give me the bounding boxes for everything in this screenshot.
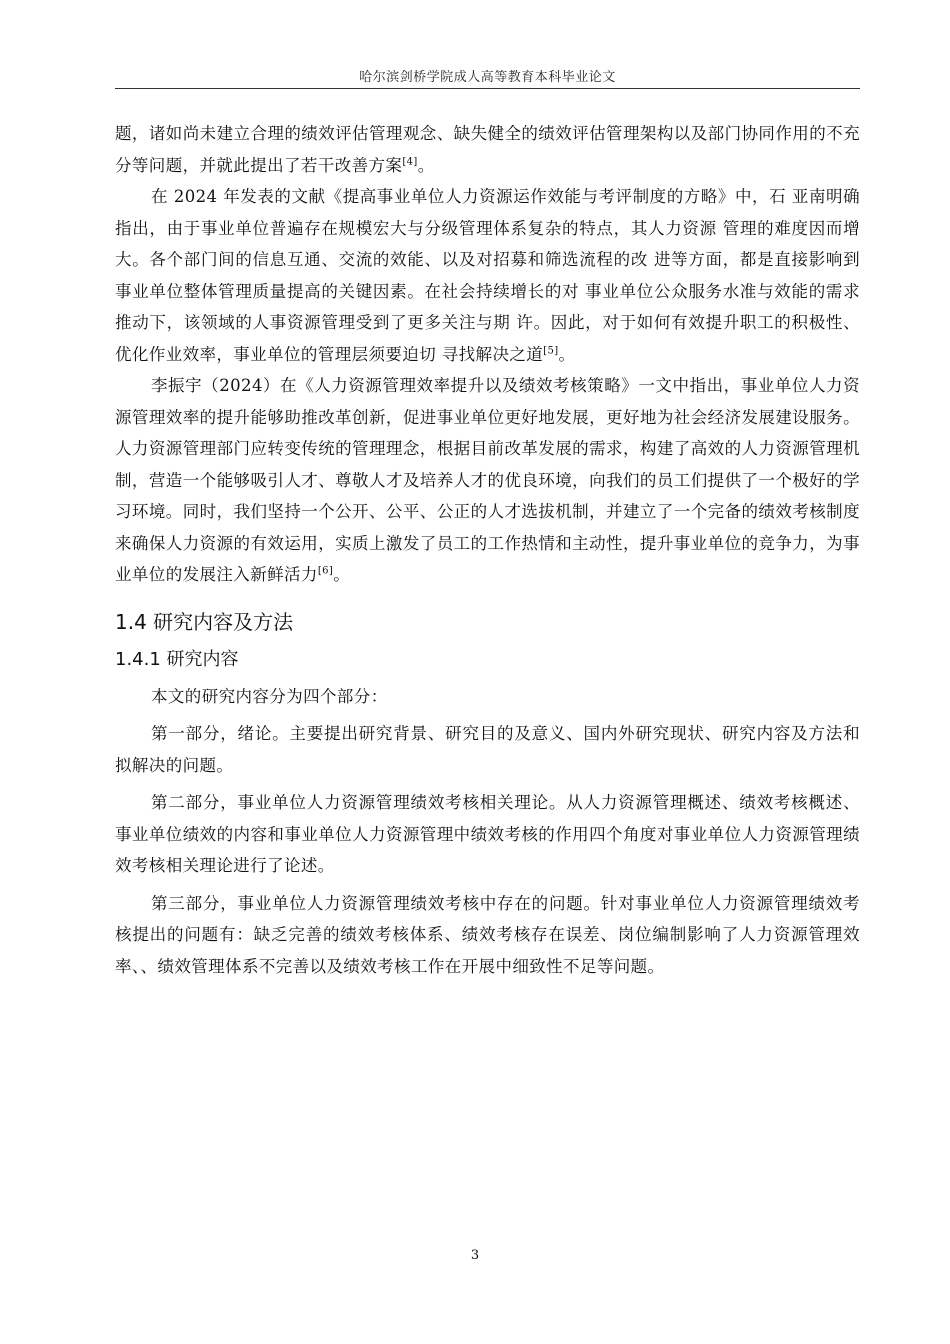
subsection-heading: 1.4.1 研究内容 <box>115 648 239 670</box>
page-body <box>115 118 860 982</box>
paragraph-end: 。 <box>558 344 576 364</box>
paragraph-text: 李振宇（2024）在《人力资源管理效率提升以及绩效考核策略》一文中指出，事业单位人力资源管理效率的提升能够助推改革创新，促进事业单位更好地发展，更好地为社会经济发展建设服务。人力资源管理部门应转变传统的管理理念，根据目前改革发展的需求，构建了高效的人力资源管理机制，营造一个能够吸引人才、尊敬人才及培养人才的优良环境，向我们的员工们提供了一个极好的学习环境。同时，我们坚持一个公开、公平、公正的人才选拔机制，并建立了一个完备的绩效考核制度来确保人力资源的有效运用，实质上激发了员工的工作热情和主动性，提升事业单位的竞争力，为事业单位的发展注入新鲜活力 <box>115 376 860 584</box>
running-header: 哈尔滨剑桥学院成人高等教育本科毕业论文 <box>359 70 616 85</box>
citation-4: [4] <box>402 156 418 167</box>
citation-5: [5] <box>543 345 559 356</box>
paragraph-end: 。 <box>333 565 351 584</box>
content-part-2: 第二部分，事业单位人力资源管理绩效考核相关理论。从人力资源管理概述、绩效考核概述、事业单位绩效的内容和事业单位人力资源管理中绩效考核的作用四个角度对事业单位人力资源管理绩效考核相关理论进行了论述。 <box>115 793 860 875</box>
paragraph-end: 。 <box>417 155 435 175</box>
paragraph-li-zhenyu <box>115 370 860 591</box>
section-heading: 1.4 研究内容及方法 <box>115 609 294 634</box>
page-number: 3 <box>470 1248 480 1263</box>
content-part-1: 第一部分，绪论。主要提出研究背景、研究目的及意义、国内外研究现状、研究内容及方法和拟解决的问题。 <box>115 724 860 775</box>
citation-6: [6] <box>317 565 334 577</box>
paragraph-text: 在 2024 年发表的文献《提高事业单位人力资源运作效能与考评制度的方略》中，石 亚南明确指出，由于事业单位普遍存在规模宏大与分级管理体系复杂的特点，其人力资源 管理的难度因而增大。各个部门间的信息互通、交流的效能、以及对招募和筛选流程的改 进等方面，都是直接影响到事业单位整体管理质量提高的关键因素。在社会持续增长的对 事业单位公众服务水准与效能的需求推动下，该领域的人事资源管理受到了更多关注与期 许。因此，对于如何有效提升职工的积极性、优化作业效率，事业单位的管理层须要迫切 寻找解决之道 <box>115 187 860 364</box>
content-part-3: 第三部分，事业单位人力资源管理绩效考核中存在的问题。针对事业单位人力资源管理绩效考核提出的问题有：缺乏完善的绩效考核体系、绩效考核存在误差、岗位编制影响了人力资源管理效率、、绩效管理体系不完善以及绩效考核工作在开展中细致性不足等问题。 <box>115 893 860 976</box>
content-intro: 本文的研究内容分为四个部分： <box>151 686 388 706</box>
paragraph-text: 题，诸如尚未建立合理的绩效评估管理观念、缺失健全的绩效评估管理架构以及部门协同作用的不充分等问题，并就此提出了若干改善方案 <box>115 124 860 175</box>
header-divider <box>115 88 860 89</box>
paragraph-continued <box>115 118 860 181</box>
paragraph-shi-yanan <box>115 181 860 370</box>
